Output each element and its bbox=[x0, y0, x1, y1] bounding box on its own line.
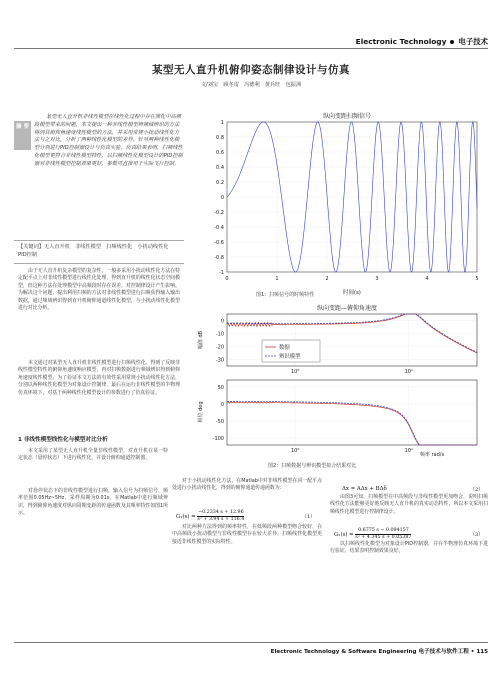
page-number: 115 bbox=[476, 649, 488, 655]
article-authors: 文/刘宝 顾冬雷 冯德利 黄兵旺 包振洲 bbox=[200, 82, 302, 88]
keywords-rule bbox=[14, 263, 184, 264]
figure-2-phase-x-tick-label: 10⁰ bbox=[290, 448, 300, 454]
article-title: 某型无人直升机俯仰姿态制律设计与仿真 bbox=[152, 64, 350, 76]
figure-2-title: 纵向变距—俯仰角速度 bbox=[316, 305, 378, 312]
figure-2-xlabel: 频率 rad/s bbox=[419, 452, 445, 458]
figure-1-y-tick-label: 0.6 bbox=[216, 150, 224, 156]
figure-2-caption: 图2：扫频数据与辨识模型拟合结果对比 bbox=[268, 463, 357, 469]
section-heading: 1 非线性模型线性化与模型对比分析 bbox=[18, 437, 108, 443]
figure-1-y-ticks bbox=[214, 120, 224, 276]
legend-label-data: 数据 bbox=[279, 345, 290, 351]
figure-1-xlabel: 时间(s) bbox=[343, 290, 361, 296]
figure-1-y-tick-label: 0.8 bbox=[216, 135, 224, 141]
abstract-rule bbox=[14, 240, 184, 241]
figure-1-x-tick-label: 1 bbox=[275, 276, 279, 282]
figure-2-mag-x-tick-label: 10⁰ bbox=[290, 369, 300, 375]
col2-paragraph-1: 对于小扰动线性化方法，在Matlab中对非线性模型在同一配平点处进行小扰动线性化，得到的俯仰通道传递函数为： bbox=[172, 478, 322, 492]
figure-2-mag-ylabel: 幅值 dB bbox=[198, 330, 204, 350]
equation-2: Δx = AΔx + BΔδ bbox=[342, 486, 387, 492]
figure-2-phase-tick-label: -50 bbox=[215, 419, 224, 426]
figure-1-x-tick-label: 2 bbox=[325, 276, 329, 282]
figure-1-chart bbox=[192, 110, 492, 305]
keywords: 【关键词】无人直升机 非线性模型 扫频线性化 小扰动线性化 PID控制 bbox=[18, 244, 174, 258]
figure-2-mag-tick-label: -10 bbox=[215, 331, 224, 338]
col3-paragraph-1: 由图3可知，扫频模型在中高频段与非线性模型更加吻合，说明扫频线性化方法能够更好地反映无人直升机的真实动态特性，所以本文采用扫频线性化模型进行控制律设计。 bbox=[330, 494, 488, 515]
figure-1-x-tick-label: 4 bbox=[425, 276, 429, 282]
figure-2-mag-tick-label: -30 bbox=[215, 357, 224, 364]
abstract-label: 摘 要 bbox=[14, 121, 31, 150]
figure-2-mag-tick-label: -20 bbox=[215, 344, 224, 351]
figure-2-phase-x-tick-label: 10¹ bbox=[404, 448, 414, 454]
figure-1-y-tick-label: 1 bbox=[220, 120, 224, 126]
figure-2-phase-tick-label: 0 bbox=[220, 401, 224, 408]
figure-1-x-tick-label: 0 bbox=[225, 276, 229, 282]
figure-1-x-tick-label: 5 bbox=[475, 276, 479, 282]
figure-2-phase-ylabel: 相位 deg bbox=[198, 401, 204, 423]
footer-rule bbox=[14, 642, 488, 643]
col1-paragraph-1: 本文采用了某型无人直升机全量非线性模型，对直升机在某一特定状态（悬停状态）下进行线性化，并设计俯仰通道控制器。 bbox=[18, 448, 168, 462]
intro-paragraph-2: 本文通过对某型无人直升机非线性模型进行扫频线性化，得到了反映非线性模型特性的俯仰角速度响应模型，再对扫频数据进行频域辨识得到俯仰角速度线性模型。为了验证本文方法的有效性采用常规小扰动线性化方法，分别以两种线性化模型为对象设计控制律，最后在运行非线性模型的半物理仿真环境下，对基于两种线性化模型设计的参数进行了仿真验证。 bbox=[18, 360, 180, 396]
figure-1-y-tick-label: 0.4 bbox=[216, 165, 224, 171]
figure-1-y-tick-label: -0.8 bbox=[214, 255, 224, 261]
figure-1-x-tick-label: 3 bbox=[375, 276, 379, 282]
figure-1-y-tick-label: 0.2 bbox=[216, 180, 224, 186]
figure-1-y-tick-label: -0.2 bbox=[214, 210, 224, 216]
figure-1-caption: 图1：扫频信号的时频特性 bbox=[256, 292, 315, 298]
figure-2-phase-tick-label: 50 bbox=[217, 384, 224, 391]
header-rule bbox=[14, 48, 488, 49]
figure-2-mag-x-tick-label: 10¹ bbox=[404, 369, 414, 375]
figure-1-y-tick-label: 0 bbox=[220, 195, 224, 201]
col2-paragraph-2: 对比两种方法得到的频率特性，在低频段两种模型吻合较好，在中高频段小扰动模型与非线性模型存在较大差异，扫频线性化模型更接近非线性模型的实际特性。 bbox=[172, 524, 322, 545]
figure-1-x-ticks bbox=[225, 276, 478, 282]
journal-header: Electronic Technology 电子技术 bbox=[355, 37, 488, 46]
intro-paragraph-1: 由于无人直升机复杂模型的复杂性，一般多采用小扰动线性化方法在特定配平点上对非线性模型进行线性化处理，得到直升机的线性化状态空间模型，但这种方法在处理模型中高频段时存在误差，对控制律设计产生影响。为解决这个问题，提出利用扫频的方法对非线性模型进行扫频获得输入输出数据，通过频域辨识得到直升机俯仰通道线性化模型，与小扰动线性化模型进行对比分析。 bbox=[18, 268, 180, 312]
bullet-icon bbox=[450, 40, 454, 44]
equation-3: G₂(s) = $\frac{0.6775 s - 0.094157}{\text{s² + 4.345 s + 0.05387}}$ bbox=[334, 528, 412, 540]
figure-2-mag-tick-label: 0 bbox=[220, 318, 224, 325]
figure-1-y-tick-label: -1 bbox=[219, 270, 224, 276]
figure-2-phase-tick-label: -100 bbox=[212, 436, 224, 443]
equation-1: G₁(s) = $\frac{-0.2334 s + 12.96}{\text{s² + 3.94 s + 116.4}}$ bbox=[176, 510, 245, 522]
legend-label-model: 辨识模型 bbox=[279, 354, 301, 360]
figure-2-legend bbox=[262, 340, 320, 362]
col1-paragraph-2: 对悬停状态下的非线性模型进行扫频，输入信号为扫频信号，频率范围0.05Hz~5Hz，采样周期为0.01s，在Matlab中进行频域辨识，得到俯仰角速度对纵向周期变距的传递函数及其频率特性如图1所示。 bbox=[18, 488, 168, 517]
abstract-text: 某型无人直升机非线性模型在线性化过程中存在简化中高频段模型带来的问题，本文提出一种非线性模型辨频域辨识的方法得到其俯仰角速度线性模型的方法，并采用常规小扰动线性化方法与之对比，分析了两种线性化模型的差异，针对两种线性化模型分别进行PID控制器设计与仿真实验，仿真结果表明，扫频线性化模型更符合非线性模型特性，以扫频线性化模型设计的PID控制器对非线性模型控制效果更好，参数可直接用于实际飞行控制。 bbox=[34, 114, 183, 167]
figure-1-y-tick-label: -0.6 bbox=[214, 240, 224, 246]
figure-1-title: 纵向变距扫频信号 bbox=[322, 113, 372, 120]
equation-2-number: （2） bbox=[470, 487, 484, 493]
col3-paragraph-2: 以扫频线性化模型为对象设计PID控制器，并在半物理仿真环境下进行验证，结果表明控制效果良好。 bbox=[330, 541, 488, 555]
journal-footer: Electronic Technology & Software Engineering 电子技术与软件工程 • 115 bbox=[270, 649, 488, 655]
equation-3-number: （3） bbox=[470, 532, 484, 538]
figure-2-phase-area bbox=[227, 380, 477, 445]
figure-2-chart bbox=[192, 304, 492, 459]
figure-1-y-tick-label: -0.4 bbox=[214, 225, 224, 231]
equation-1-number: （1） bbox=[302, 514, 316, 520]
